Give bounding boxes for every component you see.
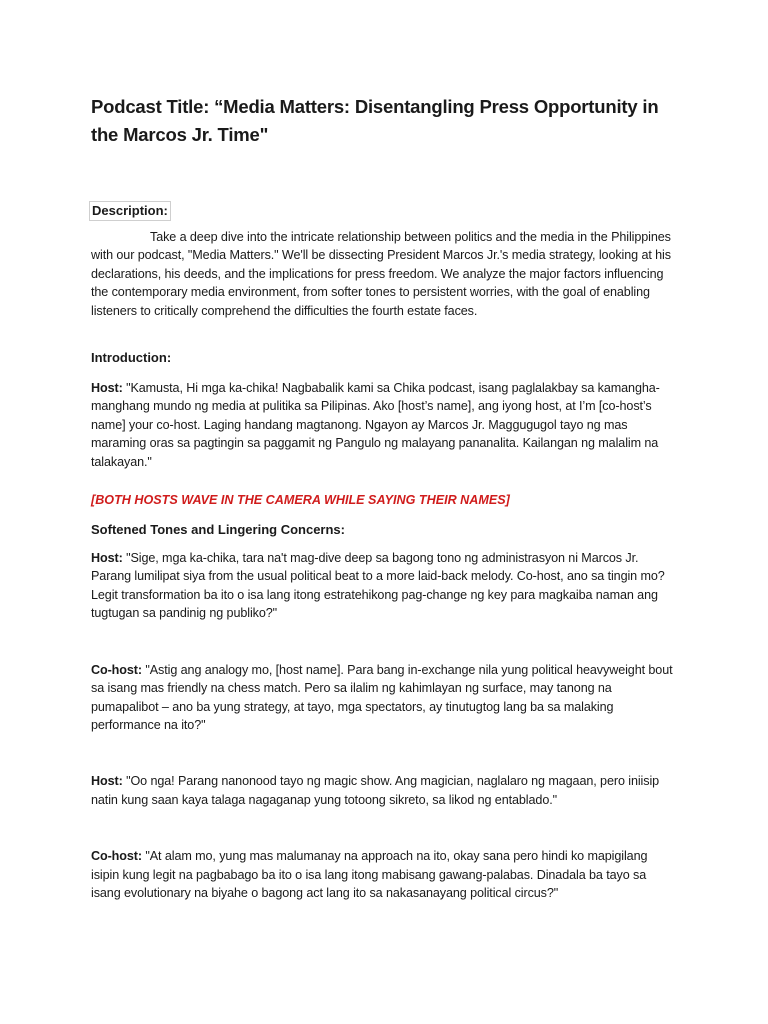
speaker-label: Co-host: — [91, 849, 142, 864]
dialogue-line — [91, 847, 676, 902]
speaker-label: Co-host: — [91, 662, 142, 677]
description-paragraph: Take a deep dive into the intricate relationship between politics and the media in the Philippines with our podcast, "Media Matters." We'll be dissecting President Marcos Jr.'s media strategy, looking at his declarations, his deeds, and the implications for press freedom. We analyze the major factors influencing the contemporary media environment, from softer tones to persistent worries, with the goal of enabling listeners to critically comprehend the difficulties the fourth estate faces. — [91, 230, 671, 318]
description-heading: Description: — [89, 201, 171, 221]
dialogue-text: "Sige, mga ka-chika, tara na't mag-dive deep sa bagong tono ng administrasyon ni Marcos Jr. Parang lumilipat siya from the usual political beat to a more laid-back melody. Co-host, ano sa tingin mo? Legit transformation ba ito o isa lang itong estratehikong pag-change ng key para magkaiba naman ang tugtugan sa pandinig ng publiko?" — [91, 551, 665, 621]
dialogue-line — [91, 772, 676, 809]
dialogue-text: "Astig ang analogy mo, [host name]. Para bang in-exchange nila yung political heavyweight bout sa isang mas friendly na chess match. Pero sa ilalim ng kahimlayan ng surface, may tanong na pumapalibot – ano ba yung strategy, at tayo, mga spectators, ay tinutugtog lang ba sa malaking performance na ito?" — [91, 662, 673, 732]
speaker-label: Host: — [91, 774, 123, 789]
dialogue-line — [91, 549, 676, 623]
dialogue-text: "Kamusta, Hi mga ka-chika! Nagbabalik kami sa Chika podcast, isang paglalakbay sa kamangha-manghang mundo ng media at pulitika sa Pilipinas. Ako [host’s name], ang iyong host, at I’m [co-host’s name] your co-host. Laging handang magtanong. Ngayon ay Marcos Jr. Maggugugol tayo ng mas maraming oras sa pagtingin sa paggamit ng Pangulo ng malayang pananalita. Kailangan ng malalim na talakayan." — [91, 381, 660, 469]
speaker-label: Host: — [91, 381, 123, 396]
dialogue-text: "Oo nga! Parang nanonood tayo ng magic show. Ang magician, naglalaro ng magaan, pero iniisip natin kung saan kaya talaga nagaganap yung totoong sikreto, sa likod ng entablado." — [91, 774, 660, 807]
intro-line — [91, 379, 676, 471]
section-heading-softened-tones: Softened Tones and Lingering Concerns: — [91, 522, 345, 538]
stage-direction: [BOTH HOSTS WAVE IN THE CAMERA WHILE SAYING THEIR NAMES] — [91, 493, 510, 508]
podcast-title: Podcast Title: “Media Matters: Disentangling Press Opportunity in the Marcos Jr. Time" — [91, 96, 659, 145]
introduction-heading: Introduction: — [91, 350, 172, 366]
dialogue-line — [91, 661, 676, 735]
dialogue-text: "At alam mo, yung mas malumanay na approach na ito, okay sana pero hindi ko mapigilang isipin kung legit na pagbabago ba ito o isa lang itong mabisang gawang-palabas. Dinadala ba tayo sa isang evolutionary na biyahe o bagong act lang ito sa nakasanayang political circus?" — [91, 849, 648, 900]
speaker-label: Host: — [91, 551, 123, 566]
